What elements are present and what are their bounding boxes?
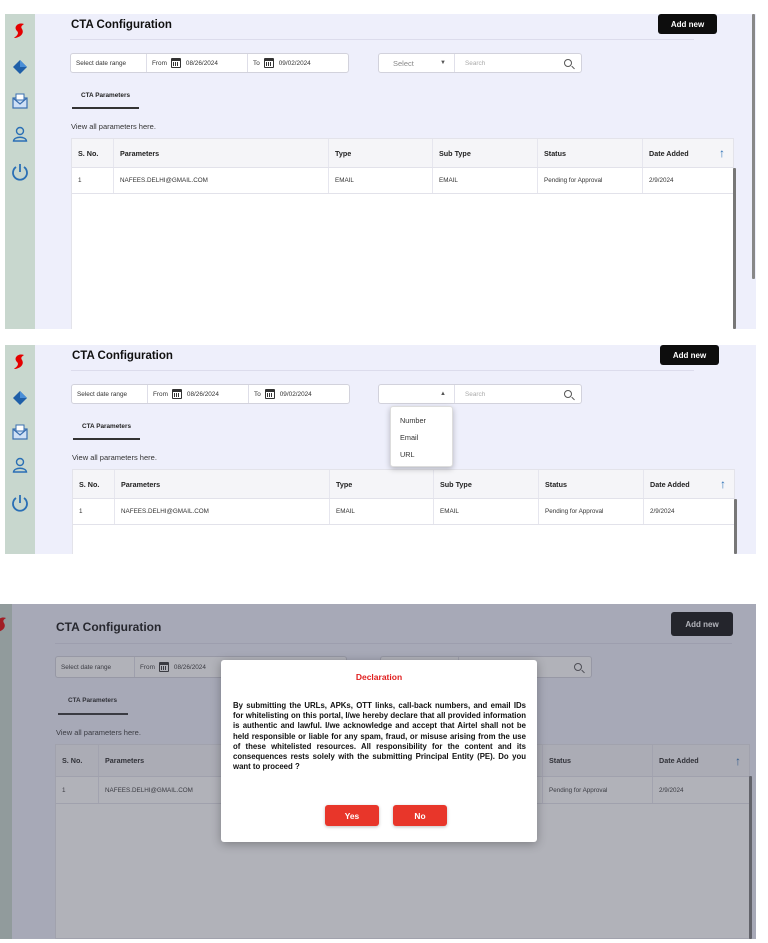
calendar-icon[interactable] [171, 58, 181, 68]
column-header: Status [538, 139, 643, 167]
column-header: Parameters [114, 139, 329, 167]
calendar-icon[interactable] [265, 389, 275, 399]
table-header [73, 470, 734, 499]
sort-up-icon[interactable]: ↑ [735, 753, 741, 768]
view-all-text: View all parameters here. [71, 122, 156, 131]
view-all-text: View all parameters here. [72, 453, 157, 462]
sidebar [5, 14, 35, 329]
column-header: S. No. [56, 745, 99, 776]
diamond-icon[interactable] [10, 388, 30, 408]
date-range-filter[interactable] [71, 384, 350, 404]
add-new-button[interactable]: Add new [671, 612, 733, 636]
column-header: Parameters [115, 470, 330, 498]
tab-cta-parameters[interactable]: CTA Parameters [82, 423, 132, 430]
sort-up-icon[interactable]: ↑ [719, 146, 725, 160]
calendar-icon[interactable] [172, 389, 182, 399]
column-header-date-added[interactable] [644, 470, 734, 498]
cell-sub-type: EMAIL [433, 168, 538, 193]
cell-parameter: NAFEES.DELHI@GMAIL.COM [114, 168, 329, 193]
from-label: From [152, 59, 167, 67]
page-scrollbar[interactable] [752, 14, 755, 279]
page-title: CTA Configuration [72, 350, 173, 362]
cell-status: Pending for Approval [538, 168, 643, 193]
column-header: Sub Type [434, 470, 539, 498]
divider [71, 370, 694, 371]
screen-declaration-modal [0, 604, 756, 939]
cell-type: EMAIL [329, 168, 433, 193]
type-select[interactable] [379, 54, 455, 72]
date-range-label: Select date range [61, 663, 112, 671]
cell-sno: 1 [72, 168, 114, 193]
add-new-button[interactable]: Add new [658, 14, 717, 34]
screen-default [5, 14, 756, 329]
search-placeholder: Search [465, 59, 486, 67]
column-header: Status [539, 470, 644, 498]
to-date-value: 09/02/2024 [279, 390, 312, 398]
tab-underline [73, 438, 140, 440]
power-icon[interactable] [10, 162, 30, 182]
from-label: From [153, 390, 168, 398]
parameters-table [72, 469, 735, 554]
column-header-label: Date Added [650, 479, 690, 489]
filter-select-search [378, 53, 582, 73]
power-icon[interactable] [10, 493, 30, 513]
table-row[interactable] [73, 499, 734, 525]
mail-icon[interactable] [10, 91, 30, 111]
yes-button[interactable]: Yes [325, 805, 379, 826]
to-date-field[interactable] [247, 54, 348, 72]
column-header-label: Date Added [659, 756, 699, 765]
column-header-label: Date Added [649, 148, 689, 158]
add-new-button[interactable]: Add new [660, 345, 719, 365]
column-header: S. No. [72, 139, 114, 167]
type-dropdown-menu [390, 406, 453, 467]
search-icon[interactable] [564, 59, 572, 67]
search-placeholder: Search [465, 390, 486, 398]
dropdown-option-url[interactable]: URL [400, 450, 415, 459]
column-header: Type [330, 470, 434, 498]
column-header-date-added[interactable] [643, 139, 733, 167]
diamond-icon[interactable] [10, 57, 30, 77]
cell-date-added: 2/9/2024 [650, 508, 675, 515]
no-button[interactable]: No [393, 805, 447, 826]
dropdown-option-number[interactable]: Number [400, 416, 426, 425]
tab-cta-parameters[interactable]: CTA Parameters [68, 697, 118, 704]
user-icon[interactable] [10, 124, 30, 144]
cell-sno: 1 [73, 499, 115, 524]
to-date-value: 09/02/2024 [278, 59, 311, 67]
column-header: Parameters [99, 745, 543, 776]
filter-select-search [378, 384, 582, 404]
user-icon[interactable] [10, 455, 30, 475]
cell-status: Pending for Approval [539, 499, 644, 524]
to-label: To [253, 59, 260, 67]
search-input[interactable] [455, 385, 581, 403]
chevron-up-icon: ▲ [440, 391, 446, 397]
select-value: Select [393, 58, 414, 68]
sort-up-icon[interactable]: ↑ [720, 477, 726, 491]
airtel-logo-icon[interactable] [10, 351, 30, 371]
cell-date-added: 2/9/2024 [649, 177, 674, 184]
mail-icon[interactable] [10, 422, 30, 442]
column-header: Sub Type [433, 139, 538, 167]
column-header: Type [329, 139, 433, 167]
table-header [72, 139, 733, 168]
declaration-modal [221, 660, 537, 842]
cell-type: EMAIL [330, 499, 434, 524]
cell-sno: 1 [56, 777, 99, 803]
view-all-text: View all parameters here. [56, 728, 141, 737]
from-label: From [140, 663, 155, 671]
date-range-label: Select date range [76, 59, 127, 67]
from-date-value: 08/26/2024 [185, 59, 218, 67]
date-range-filter[interactable] [70, 53, 349, 73]
cell-date-added: 2/9/2024 [659, 786, 684, 794]
from-date-value: 08/26/2024 [186, 390, 219, 398]
table-scrollbar[interactable] [734, 499, 737, 554]
cell-parameter: NAFEES.DELHI@GMAIL.COM [99, 777, 543, 803]
column-header: S. No. [73, 470, 115, 498]
modal-title: Declaration [355, 672, 403, 682]
dropdown-option-email[interactable]: Email [400, 433, 419, 442]
tab-underline [72, 107, 139, 109]
search-input[interactable] [455, 54, 581, 72]
page-title: CTA Configuration [56, 620, 162, 634]
sidebar [5, 345, 35, 554]
calendar-icon[interactable] [264, 58, 274, 68]
page-title: CTA Configuration [71, 19, 172, 31]
tab-cta-parameters[interactable]: CTA Parameters [81, 92, 131, 99]
from-date-value: 08/26/2024 [173, 663, 206, 671]
table-scrollbar[interactable] [733, 168, 736, 329]
date-range-label: Select date range [77, 390, 128, 398]
column-header: Status [543, 745, 653, 776]
cell-parameter: NAFEES.DELHI@GMAIL.COM [115, 499, 330, 524]
chevron-down-icon: ▼ [440, 60, 446, 66]
divider [70, 39, 694, 40]
parameters-table [71, 138, 734, 329]
from-date-field[interactable] [147, 385, 248, 403]
to-label: To [254, 390, 261, 398]
search-icon[interactable] [564, 390, 572, 398]
from-date-field[interactable] [146, 54, 247, 72]
screen-dropdown-open [5, 345, 756, 554]
type-select[interactable] [379, 385, 455, 403]
airtel-logo-icon[interactable] [10, 20, 30, 40]
table-row[interactable] [72, 168, 733, 194]
cell-status: Pending for Approval [543, 777, 653, 803]
to-date-field[interactable] [248, 385, 349, 403]
declaration-text: By submitting the URLs, APKs, OTT links, call-back numbers, and email IDs for whitelisting on this portal, I/we hereby declare that all provided information is authentic and lawful. I/we acknowledge and accept that Airtel shall not be held responsible or liable for any spam, fraud, or misuse arising from the use of these whitelisted resources. All responsibility for the content and its consequences rests solely with the submitting Principal Entity (PE). Do you want to proceed ? [233, 701, 526, 772]
cell-sub-type: EMAIL [434, 499, 539, 524]
